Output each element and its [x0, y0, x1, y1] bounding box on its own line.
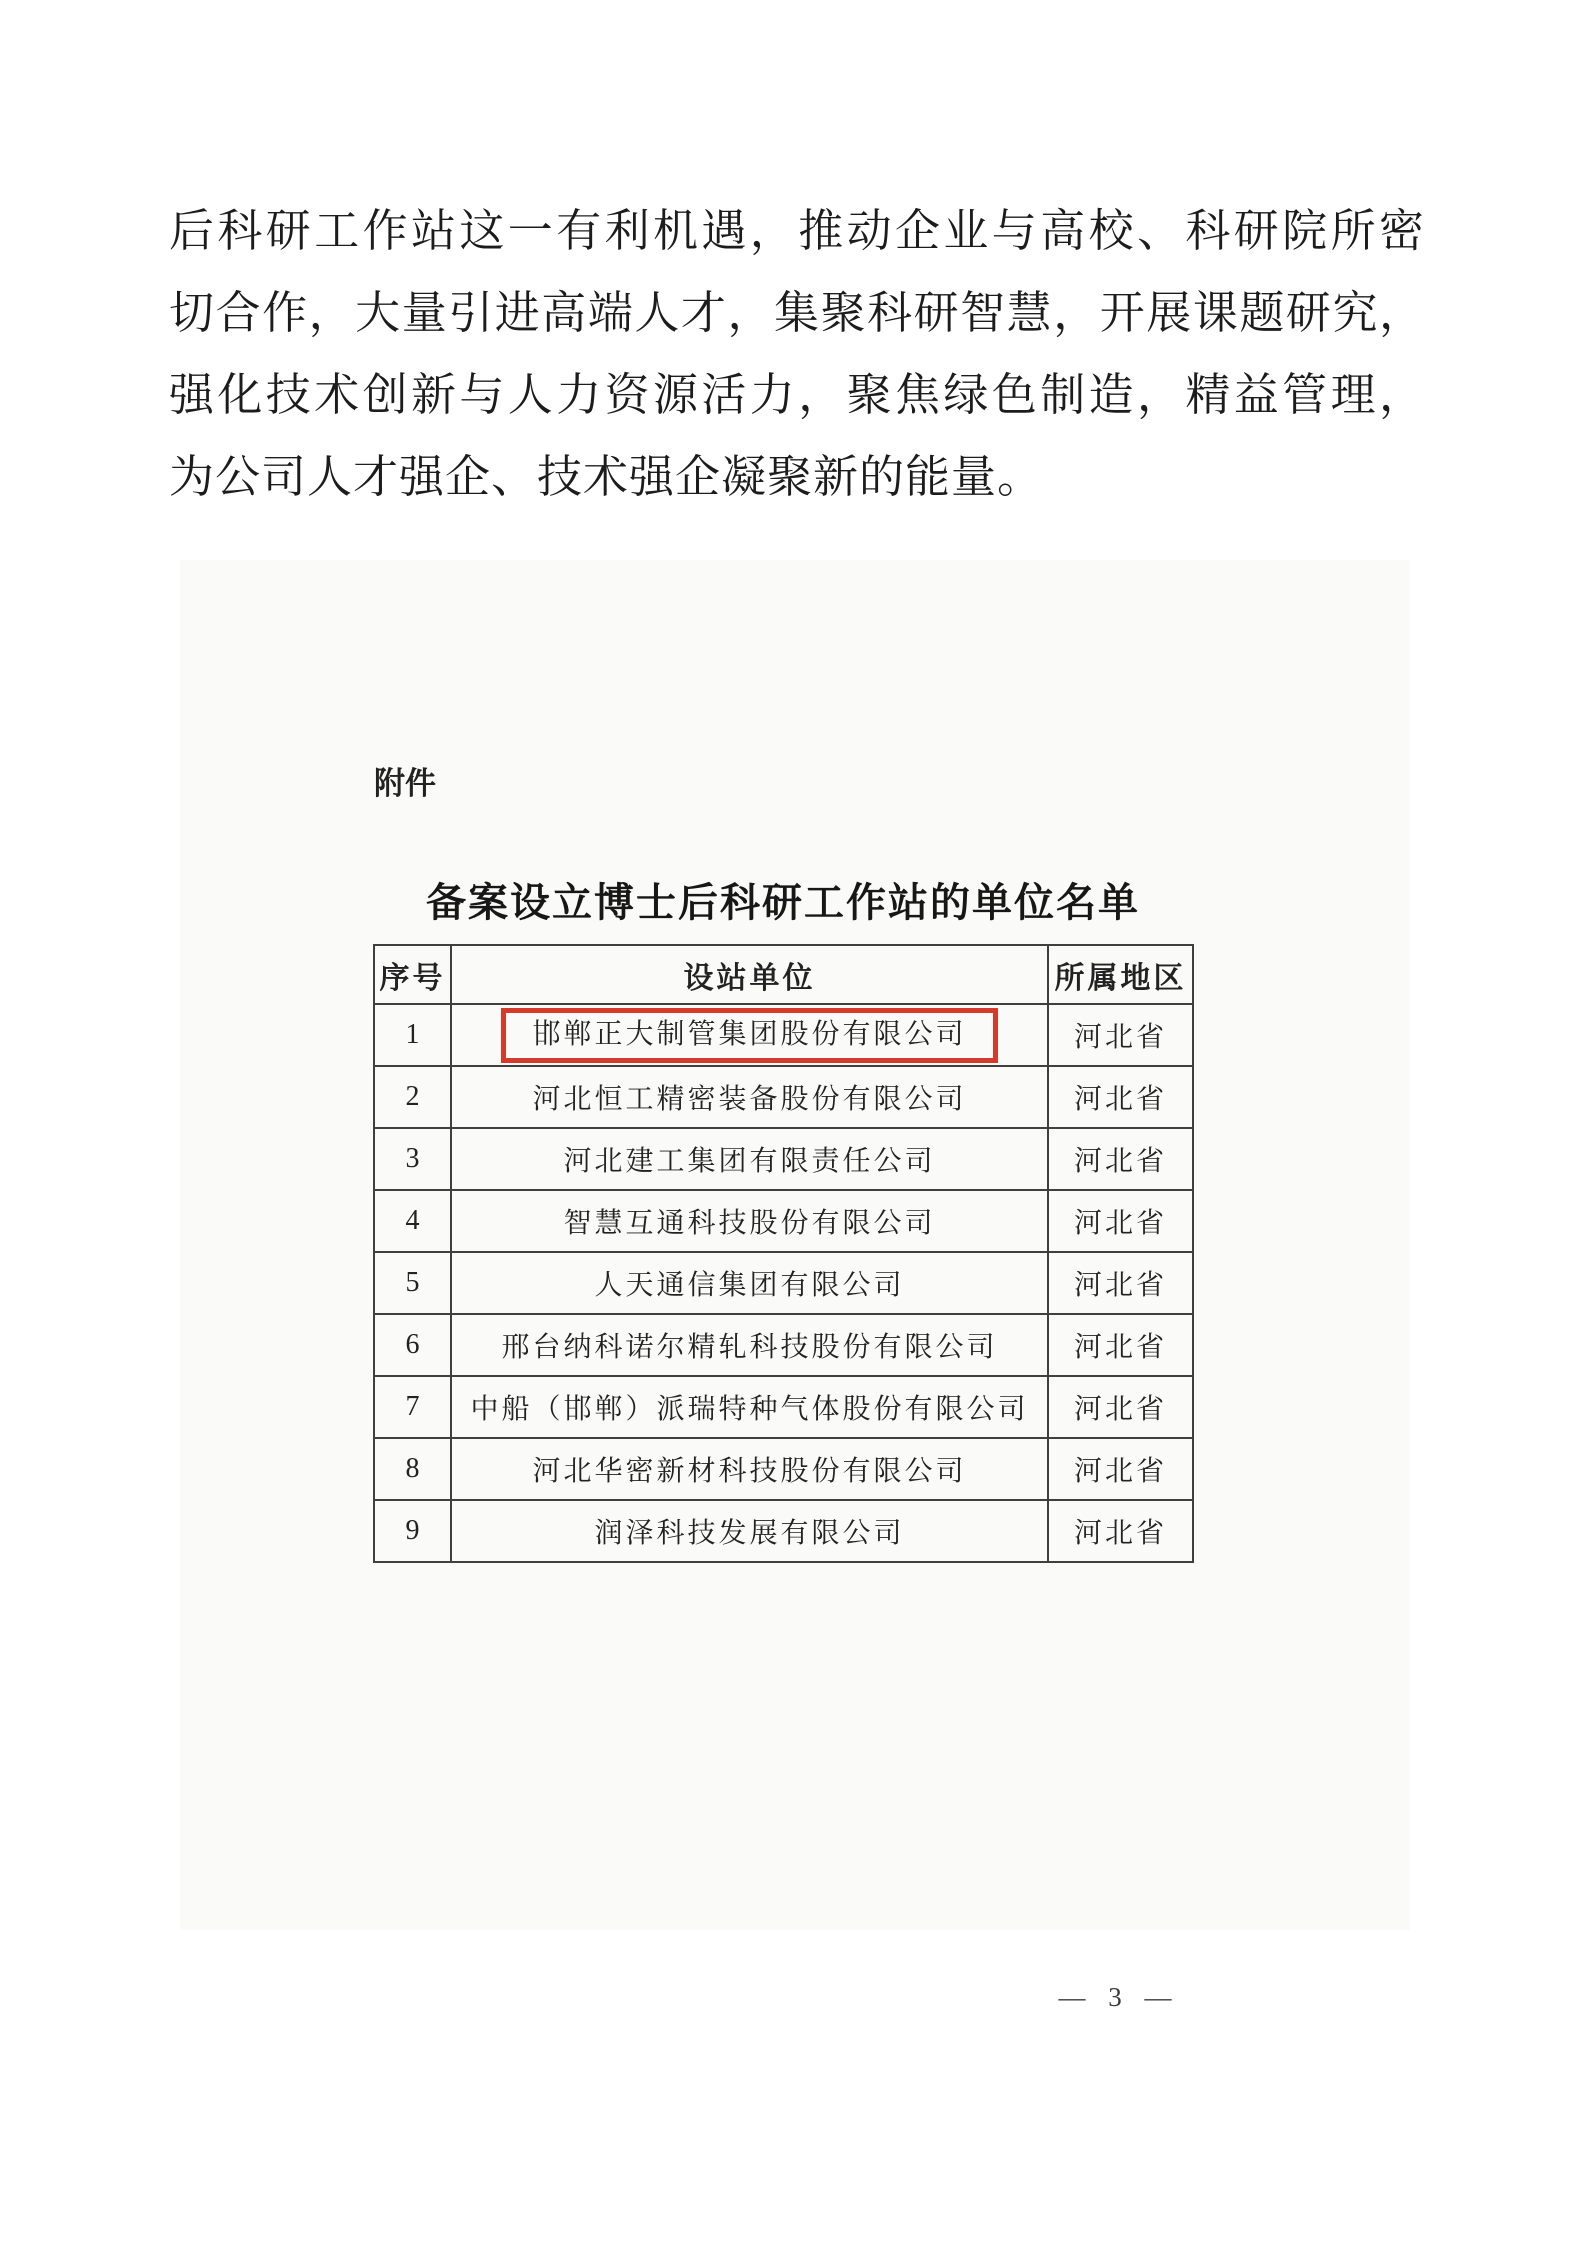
cell-region: 河北省: [1048, 1376, 1193, 1438]
cell-unit: [451, 1004, 1048, 1066]
unit-name: 邯郸正大制管集团股份有限公司: [532, 1018, 967, 1050]
body-paragraph: [169, 190, 1425, 518]
header-region: 所属地区: [1048, 945, 1193, 1004]
paragraph-line: 后科研工作站这一有利机遇，推动企业与高校、科研院所密: [169, 206, 1425, 256]
cell-unit: 润泽科技发展有限公司: [451, 1500, 1048, 1562]
cell-region: 河北省: [1048, 1314, 1193, 1376]
table-row: [374, 1004, 1193, 1066]
paragraph-line: 强化技术创新与人力资源活力，聚焦绿色制造，精益管理，: [169, 370, 1425, 420]
cell-region: 河北省: [1048, 1004, 1193, 1066]
cell-region: 河北省: [1048, 1128, 1193, 1190]
paragraph-line: 为公司人才强企、技术强企凝聚新的能量。: [169, 452, 1044, 502]
table-row: [374, 1500, 1193, 1562]
table-row: [374, 1252, 1193, 1314]
units-table: [373, 944, 1194, 1563]
cell-unit: 智慧互通科技股份有限公司: [451, 1190, 1048, 1252]
cell-unit: 河北恒工精密装备股份有限公司: [451, 1066, 1048, 1128]
table-row: [374, 1314, 1193, 1376]
table-header-row: [374, 945, 1193, 1004]
cell-region: 河北省: [1048, 1438, 1193, 1500]
header-no: 序号: [374, 945, 451, 1004]
cell-no: 1: [374, 1004, 451, 1066]
cell-no: 6: [374, 1314, 451, 1376]
cell-unit: 人天通信集团有限公司: [451, 1252, 1048, 1314]
table-row: [374, 1066, 1193, 1128]
cell-region: 河北省: [1048, 1190, 1193, 1252]
cell-no: 5: [374, 1252, 451, 1314]
table-row: [374, 1128, 1193, 1190]
cell-unit: 邢台纳科诺尔精轧科技股份有限公司: [451, 1314, 1048, 1376]
table-row: [374, 1438, 1193, 1500]
cell-region: 河北省: [1048, 1066, 1193, 1128]
cell-no: 4: [374, 1190, 451, 1252]
cell-region: 河北省: [1048, 1500, 1193, 1562]
highlight-box: [501, 1008, 997, 1063]
cell-no: 3: [374, 1128, 451, 1190]
cell-unit: 河北华密新材科技股份有限公司: [451, 1438, 1048, 1500]
table-row: [374, 1190, 1193, 1252]
cell-no: 2: [374, 1066, 451, 1128]
cell-no: 7: [374, 1376, 451, 1438]
paragraph-line: 切合作，大量引进高端人才，集聚科研智慧，开展课题研究，: [169, 288, 1425, 338]
cell-unit: 河北建工集团有限责任公司: [451, 1128, 1048, 1190]
attachment-label: 附件: [374, 766, 436, 801]
table-row: [374, 1376, 1193, 1438]
cell-unit: 中船（邯郸）派瑞特种气体股份有限公司: [451, 1376, 1048, 1438]
table-title: 备案设立博士后科研工作站的单位名单: [426, 880, 1140, 925]
cell-region: 河北省: [1048, 1252, 1193, 1314]
page-number: — 3 —: [1058, 1982, 1172, 2012]
header-unit: 设站单位: [451, 945, 1048, 1004]
cell-no: 8: [374, 1438, 451, 1500]
cell-no: 9: [374, 1500, 451, 1562]
